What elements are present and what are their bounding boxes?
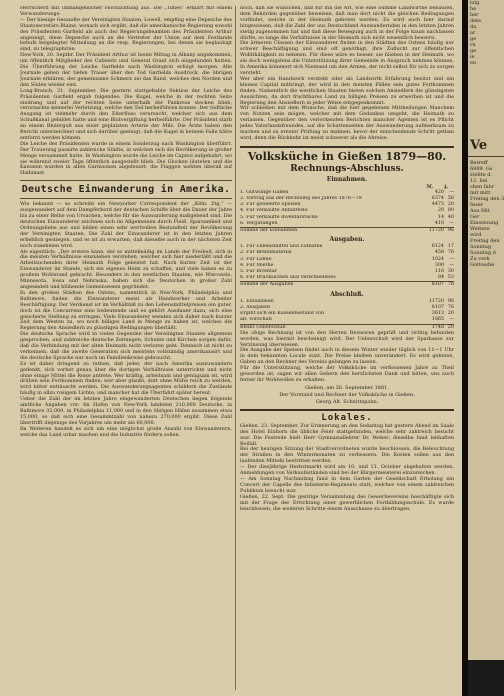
adjacent-text-fragment: her <box>470 12 479 18</box>
lokales-heading: Lokales. <box>321 412 373 423</box>
line-mark: 1865 <box>431 317 444 323</box>
adjacent-text-fragment: 6889. Gs <box>470 166 493 172</box>
line-mark: 28 <box>437 208 444 214</box>
news-paragraph-4: Long-Branch, 21. September. Die gestern stattgehabte Sektion der Leiche des Präsidenten Garfield ergab folgendes: Die Kugel, welche in der rechten Seite eindrang und auf der rechten Seite unterhalb der Pankreas stecken blieb, verursachte keinerlei Verletzung, welche den Tod herbeiführen konnte. Der tödtliche Ausgang ist vielmehr durch den Eiterfluss verursacht, welcher sich aus dem Schußkanal gebildet hatte und eine Blutvergiftung herbeiführte. Der Präsident starb an einem Bluterguß aus einer geplatzten Arterie der Milz. Die Ärzte haben den Bericht unterzeichnet und sich darüber geeinigt, daß die Kugel in keinem Falle hätte entfernt werden können. <box>20 87 232 141</box>
divider <box>20 180 232 181</box>
currency-mark: ℳ. <box>426 183 434 190</box>
news-paragraph-5: Die Leiche des Präsidenten wurde in einem Sonderzug nach Washington überführt. Der Trauerzug passirte zahlreiche Städte, in welchen sich die Bevölkerung in großer Menge versammelt hatte. In Washington wurde die Leiche im Capitol aufgebahrt, wo sie während zweier Tage öffentlich ausgestellt blieb. Die Glocken läuteten und die Kanonen wurden in allen Garnisonen abgefeuert; die Flaggen wehten überall auf Halbmast. <box>20 140 232 177</box>
line-pf: — <box>449 220 454 226</box>
line-pf: 40 <box>447 214 454 220</box>
line-label: 5. Für Inventar <box>240 269 278 275</box>
income-total <box>240 227 454 234</box>
news-paragraph-1: Herrschern mit unmaßgeblicher Hochachtung aus. Die „Times“ erklärt mit einem Verwunderungs- <box>20 6 232 17</box>
adjacent-text-fragment: da <box>470 24 477 30</box>
intro-paragraph-3: Wer aber ein Handwerk versteht oder als Landwirth Erfahrung besitzt und ein kleines Capital mitbringt, der wird in den meisten Fällen sein gutes Fortkommen finden. Namentlich die westlichen Staaten bieten solchen Ansiedlern die günstigsten Aussichten, da dort fruchtbares Land zu billigen Preisen zu erwerben ist und die Regierung den Ansiedlern in jeder Weise entgegenkommt. <box>240 75 454 106</box>
line-mark: 458 <box>434 250 444 256</box>
income-lines <box>240 190 454 227</box>
column-rule <box>235 6 236 690</box>
line-pf: 80 <box>447 208 454 214</box>
line-label: 3. Für Löhne <box>240 256 272 262</box>
dark-corner <box>468 660 504 696</box>
divider <box>20 198 232 199</box>
line-mark: 11720 <box>428 228 444 234</box>
article-paragraph-3: In den großen Städten des Ostens, namentlich in New-York, Philadelphia und Baltimore, finden die Einwanderer meist als Handwerker und Arbeiter Beschäftigung. Der Verdienst ist im Verhältniß zu den Lebensmittelpreisen ein guter, doch ist die Concurrenz eine bedeutende und es gehört Ausdauer dazu, sich eine gesicherte Stellung zu erringen. Viele Einwanderer wenden sich daher nach kurzer Zeit dem Westen zu, wo noch billiges Land in Menge zu haben ist, welches die Regierung den Ansiedlern zu günstigen Bedingungen überläßt. <box>20 289 232 332</box>
adjacent-text-fragment: dete <box>470 18 482 24</box>
lokales-paragraph-1: Gießen, 23. September. Zur Erinnerung an den Sedantag hat gestern Abend im Saale des Hotel Einhorn die übliche Feier stattgefunden, welche sehr zahlreich besucht war. Die Festrede hielt Herr Gymnasiallehrer Dr. Weber; dieselbe fand lebhaften Beifall. <box>240 422 454 447</box>
blank-area <box>468 66 504 136</box>
adjacent-text-fragment: mit mitt <box>470 190 491 196</box>
adjacent-text-fragment: Aus Mit <box>470 208 490 214</box>
article-paragraph-4: Die deutsche Sprache wird in vielen Gegenden der Vereinigten Staaten allgemein gesprochen, und zahlreiche deutsche Zeitungen, Schulen und Kirchen sorgen dafür, daß die Verbindung mit der alten Heimath nicht verloren geht. Dennoch ist nicht zu verkennen, daß die zweite Generation sich meistens vollständig amerikanisirt und die deutsche Sprache nur noch im Familienkreise gebraucht. <box>20 331 232 361</box>
account-title: Volksküche in Gießen 1879—80. <box>247 149 447 163</box>
line-label: Ergibt sich ein Kassenbestand von <box>240 311 325 317</box>
line-pf: 96 <box>447 298 454 304</box>
account-subtitle: Rechnungs-Abschluss. <box>290 163 404 174</box>
line-mark: 3613 <box>431 311 444 317</box>
line-label: Bleibt Ueberschuß <box>240 324 286 330</box>
line-pf: 53 <box>447 275 454 281</box>
line-label: 1. Gutwillige Gaben <box>240 189 289 195</box>
adjacent-text-fragment: Freitag den <box>470 238 500 244</box>
line-pf: — <box>449 189 454 195</box>
adjacent-text-fragment: Sonntag d <box>470 250 496 256</box>
line-pf: — <box>449 256 454 262</box>
line-pf: 17 <box>447 244 454 250</box>
line-pf: 96 <box>447 228 454 234</box>
adjacent-text-fragment: Weitere <box>470 226 490 232</box>
adjacent-text-fragment: Freitag den 3 <box>470 196 504 202</box>
adjacent-text-fragment: tzig <box>470 0 480 6</box>
line-pf: 20 <box>447 202 454 208</box>
adjacent-text-fragment: Sonntag <box>470 244 492 250</box>
line-pf: 76 <box>447 250 454 256</box>
adjacent-text-fragment: ge <box>470 48 477 54</box>
line-label: 6. Vergütungen <box>240 220 278 226</box>
lokales-paragraph-4: — Am Sonntag Nachmittag fand in dem Garten der Gesellschaft Erholung ein Concert der Capelle des Infanterie-Regiments statt, welches von einem zahlreichen Publikum besucht war. <box>240 476 454 494</box>
article-paragraph-2: Als eigentlich: „Der erstere kann, der so mittelmäßig im Lande der Freiheit, sich in die meisten Verhältnisse einzuleben verstehen, welcher sich hier niederläßt und die Arbeitsuchenden ihrer Heimath Folge geleistet hat. Nach kurzer Zeit ist der Einwanderer im Stande, sich ein eigenes Heim zu schaffen, und viele haben es zu großem Wohlstand gebracht. Besonders in den westlichen Staaten, wie Wisconsin, Minnesota, Iowa und Nebraska, haben sich die Deutschen in großer Zahl angesiedelt und blühende Gemeinwesen gegründet. <box>20 248 232 290</box>
signature-names: Georg Alt. Schnittspahn. <box>315 398 379 405</box>
line-mark: 6124 <box>431 244 444 250</box>
adjacent-text-fragment: wird <box>470 232 482 238</box>
adjacent-text-fragment: en <box>470 60 477 66</box>
line-mark: 14 <box>437 214 444 220</box>
line-label: 1. Für Lebensmittel und Zuthaten <box>240 244 323 250</box>
right-column <box>240 6 454 690</box>
news-paragraph-2: — Der hiesige Gesandte der Vereinigten Staaten, Lowell, empfing eine Depesche des Staatssecretärs Blaine, wonach sich ergibt, daß die amerikanische Regierung sowohl des Präsidenten Garfield als auch der Regierungsbeamten des Präsidenten Arthur angezeigt, diese Depesche auch an die Vertreter der Union auf dem Festlande behufs beigelegter Mitteilung an die resp. Regierungen, bei denen sie beglaubigt sind, zu telegraphiren. <box>20 16 232 53</box>
line-label: 4. Für Miethe <box>240 262 274 268</box>
adjacent-text-fragment: 12. bei <box>470 178 488 184</box>
lokales-paragraph-3: — Der diesjährige Herbstmarkt wird am 10. und 11. October abgehalten werden. Anmeldungen von Verkaufsständen sind bei der Bürgermeisterei einzureichen. <box>240 464 454 477</box>
line-pf: 30 <box>447 269 454 275</box>
line-mark: 8107 <box>431 304 444 310</box>
article-paragraph-1: Wie bekannt — so schreibt ein Newyorker Correspondent der „Köln. Ztg.“ — ausgewandert auf dem Dampferbord der deutschen Schiffe über die Dauer der Jahre bis zu einer Reihe von Ursachen, welche für die Auswanderung maßgebend sind. Die deutschen Einwanderer zeichnen sich im Allgemeinen durch Fleiß, Sparsamkeit und Ordnungsliebe aus und bilden einen sehr wertvollen Bestandteil der Bevölkerung der Vereinigten Staaten. Die Zahl der Einwanderer ist in den letzten Jahren erheblich gestiegen, und es ist zu erwarten, daß dieselbe auch in der nächsten Zeit noch zunehmen wird. <box>20 201 232 249</box>
summary-heading: Abschluß. <box>330 290 364 298</box>
line-label: 2. Für Brennmaterial <box>240 250 292 256</box>
divider <box>468 156 504 157</box>
adjacent-text-fragment: ge <box>470 36 477 42</box>
line-label: Summe der Einnahmen <box>240 228 298 234</box>
adjacent-page-middle <box>468 160 504 268</box>
line-mark: 410 <box>434 220 444 226</box>
line-label: Summe der Ausgaben <box>240 282 294 288</box>
adjacent-headline: Ve <box>470 138 488 153</box>
line-pf: 56 <box>447 196 454 202</box>
line-label: 1. Einnahmen <box>240 298 274 304</box>
line-mark: 4473 <box>431 202 444 208</box>
line-label: 6. Für Drucksachen und Verschiedenes <box>240 275 336 281</box>
line-mark: 11720 <box>428 298 444 304</box>
news-paragraph-3: New-York, 20. Septbr. Der Präsident Arthur ist heute Mittag in Albany angekommen, um öffentlich Mitglieder des Cabinets und General Grant sich eingefunden hatten. Die Überführung der Leiche Garfields nach Washington erfolgt morgen. Alle Journale geben der tiefen Trauer über den Tod Garfields Ausdruck, die übrigen Journale erklären, der gemeinsame Schmerz sei das Band, welches den Norden und den Süden wieder eint. <box>20 52 232 88</box>
lokales-paragraph-5: Gießen, 22. Sept. Die gestrige Versammlung des Gewerbevereins beschäftigte sich mit der Frage der Errichtung einer gewerblichen Fortbildungsschule. Es wurde beschlossen, die weiteren Schritte einem Ausschusse zu übertragen. <box>240 493 454 512</box>
account-note-2: Die Ausgabe der Speisen findet auch in diesem Winter wieder täglich von 11—1 Uhr in dem bekannten Locale statt. Die Preise bleiben unverändert. Es wird gebeten, Gaben an den Rechner des Vereins gelangen zu lassen. <box>240 347 454 366</box>
income-heading: Einnahmen. <box>326 175 368 183</box>
account-note-3: Für die Unterstützung, welche der Volksküche im verflossenen Jahre zu Theil geworden ist, sagen wir allen Gebern den herzlichsten Dank und bitten, uns auch ferner ihr Wohlwollen zu erhalten. <box>240 365 454 383</box>
adjacent-text-fragment: chen fahr <box>470 184 495 190</box>
line-mark: 420 <box>434 189 444 195</box>
adjacent-text-fragment: stellte d. <box>470 172 493 178</box>
line-pf: 76 <box>447 282 454 288</box>
income-line <box>240 221 454 227</box>
line-mark: 116 <box>434 269 444 275</box>
article-paragraph-5: Es ist daher dringend zu rathen, daß jeder, der nach Amerika auszuwandern gedenkt, sich vorher genau über die dortigen Verhältnisse unterrichte und nicht ohne einige Mittel die Reise antrete. Wer kräftig, arbeitsam und genügsam ist, wird drüben sein Fortkommen finden; wer aber glaubt, dort ohne Mühe reich zu werden, wird bitter enttäuscht werden. Die Auswanderungsagenten schildern die Zustände häufig in allzu rosigem Lichte, und mancher hat die Überfahrt später bereut. <box>20 360 232 397</box>
intro-paragraph-1: noch, daß sie wünschen, daß für ihn die Art, wie eine Summe Landwirthe bebauten, dem Behörden gegenüber beweisen, daß man dort nicht die gleichen Bedingungen vorfindet, welche in der Heimath geboten werden. Es wird auch hier darauf hingewiesen, daß die Zahl der aus Deutschland Auswandernden in den letzten Jahren stetig zugenommen hat und daß diese Bewegung auch in der Folge kaum nachlassen dürfte, so lange die Verhältnisse in der Heimath sich nicht wesentlich bessern. <box>240 6 454 41</box>
adjacent-text-fragment: Inser <box>470 202 484 208</box>
adjacent-text-fragment: ie <box>470 54 475 60</box>
line-mark: 1024 <box>431 256 444 262</box>
line-label: 2. Ausgaben <box>240 304 271 310</box>
article-paragraph-6: Ueber die Zahl der im letzten Jahre eingewanderten Deutschen liegen folgende amtliche Angaben vor: Im Hafen von New-York landeten 210,000 Deutsche, in Baltimore 32,000, in Philadelphia 11,000 und in den übrigen Häfen zusammen etwa 15,000, so daß sich eine Gesammtzahl von nahezu 270,000 ergibt. Diese Zahl übertrifft diejenige des Vorjahres um mehr als 60,000. <box>20 396 232 426</box>
line-mark: 8107 <box>431 282 444 288</box>
adjacent-text-fragment: ar <box>470 30 476 36</box>
account-note-1: Die obige Rechnung ist von den Herren Revisoren geprüft und richtig befunden worden, was hiermit bescheinigt wird. Der Ueberschuß wird der Sparkasse zur Verzinsung überwiesen. <box>240 329 454 348</box>
line-mark: 6374 <box>431 196 444 202</box>
line-mark: 1748 <box>431 324 444 330</box>
expense-line <box>240 275 454 281</box>
line-mark: 84 <box>437 275 444 281</box>
line-label: 3. Für gelieferte Speisen <box>240 202 301 208</box>
adjacent-text-fragment: Betreff <box>470 160 488 166</box>
line-mark: 300 <box>434 262 444 268</box>
line-pf: — <box>449 317 454 323</box>
expense-lines <box>240 244 454 281</box>
line-pf: — <box>449 262 454 268</box>
intro-paragraph-4: Wir schließen mit dem Wunsche, daß die hier gegebenen Mittheilungen Manchem von Nutzen sein mögen, welcher mit dem Gedanken umgeht, die Heimath zu verlassen. Gegenüber den verlockenden Berichten mancher Agenten ist es Pflicht jedes Vaterlandsfreundes, auf die Schattenseiten der Auswanderung aufmerksam zu machen und zu ernster Prüfung zu mahnen, bevor der entscheidende Schritt gethan wird, denn die Rückkehr ist meist schwerer als die Abreise. <box>240 105 454 141</box>
adjacent-text-fragment: Gottesdie <box>470 262 495 268</box>
line-pf: 76 <box>447 304 454 310</box>
line-label: 5. Für verkaufte Inventarstücke <box>240 214 318 220</box>
divider <box>240 146 454 148</box>
currency-pf: ₰. <box>443 183 449 190</box>
adjacent-text-fragment: Einsetzung <box>470 220 499 226</box>
article-paragraph-7: Im Weiteren handelt es sich um eine möglichst große Anzahl von Einwanderern, welche das Land urbar machen und die Industrie fördern sollen. <box>20 425 232 438</box>
signature-place: Gießen, am 26. September 1881. <box>305 384 389 391</box>
adjacent-text-fragment: Ger <box>470 214 480 220</box>
summary-line <box>240 317 454 323</box>
expense-total <box>240 281 454 288</box>
expense-heading: Ausgaben. <box>329 236 365 244</box>
left-column <box>20 6 232 690</box>
summary-lines <box>240 299 454 324</box>
line-pf: 20 <box>447 324 454 330</box>
line-label: ab: Vorschuß <box>240 317 272 323</box>
lokales-paragraph-2: Bei der heutigen Sitzung der Stadtverordneten wurde beschlossen, die Beleuchtung der Straßen in den Wintermonaten zu verbessern. Die Kosten sollen aus den laufenden Mitteln bestritten werden. <box>240 446 454 465</box>
intro-paragraph-2: Die ärmeren Classen der Einwanderer finden in den Städten des Ostens häufig nur schwer Beschäftigung und sind oft genöthigt, ihre Zuflucht zur öffentlichen Wohlthätigkeit zu nehmen. Für diese wäre es besser, sie blieben in der Heimath, wo sie doch wenigstens die Unterstützung ihrer Gemeinde in Anspruch nehmen können. In Amerika kümmert sich Niemand um den Armen, der nicht selbst für sich zu sorgen versteht. <box>240 40 454 76</box>
line-label: 2. Vortrag aus der Rechnung des Jahres 1878—79 <box>240 196 362 202</box>
section-title: Deutsche Einwanderung in Amerika. <box>21 184 231 196</box>
divider <box>240 409 454 411</box>
adjacent-page <box>468 0 504 696</box>
line-label: 4. Für verkaufte Abfallreste <box>240 208 308 214</box>
adjacent-text-fragment: Zu verk <box>470 256 490 262</box>
adjacent-text-fragment: rn <box>470 42 476 48</box>
adjacent-text-fragment: he <box>470 6 477 12</box>
signature-org: Der Vorstand und Rechner der Volksküche in Gießen. <box>279 391 415 398</box>
line-pf: 20 <box>447 311 454 317</box>
adjacent-page-top <box>468 0 504 66</box>
